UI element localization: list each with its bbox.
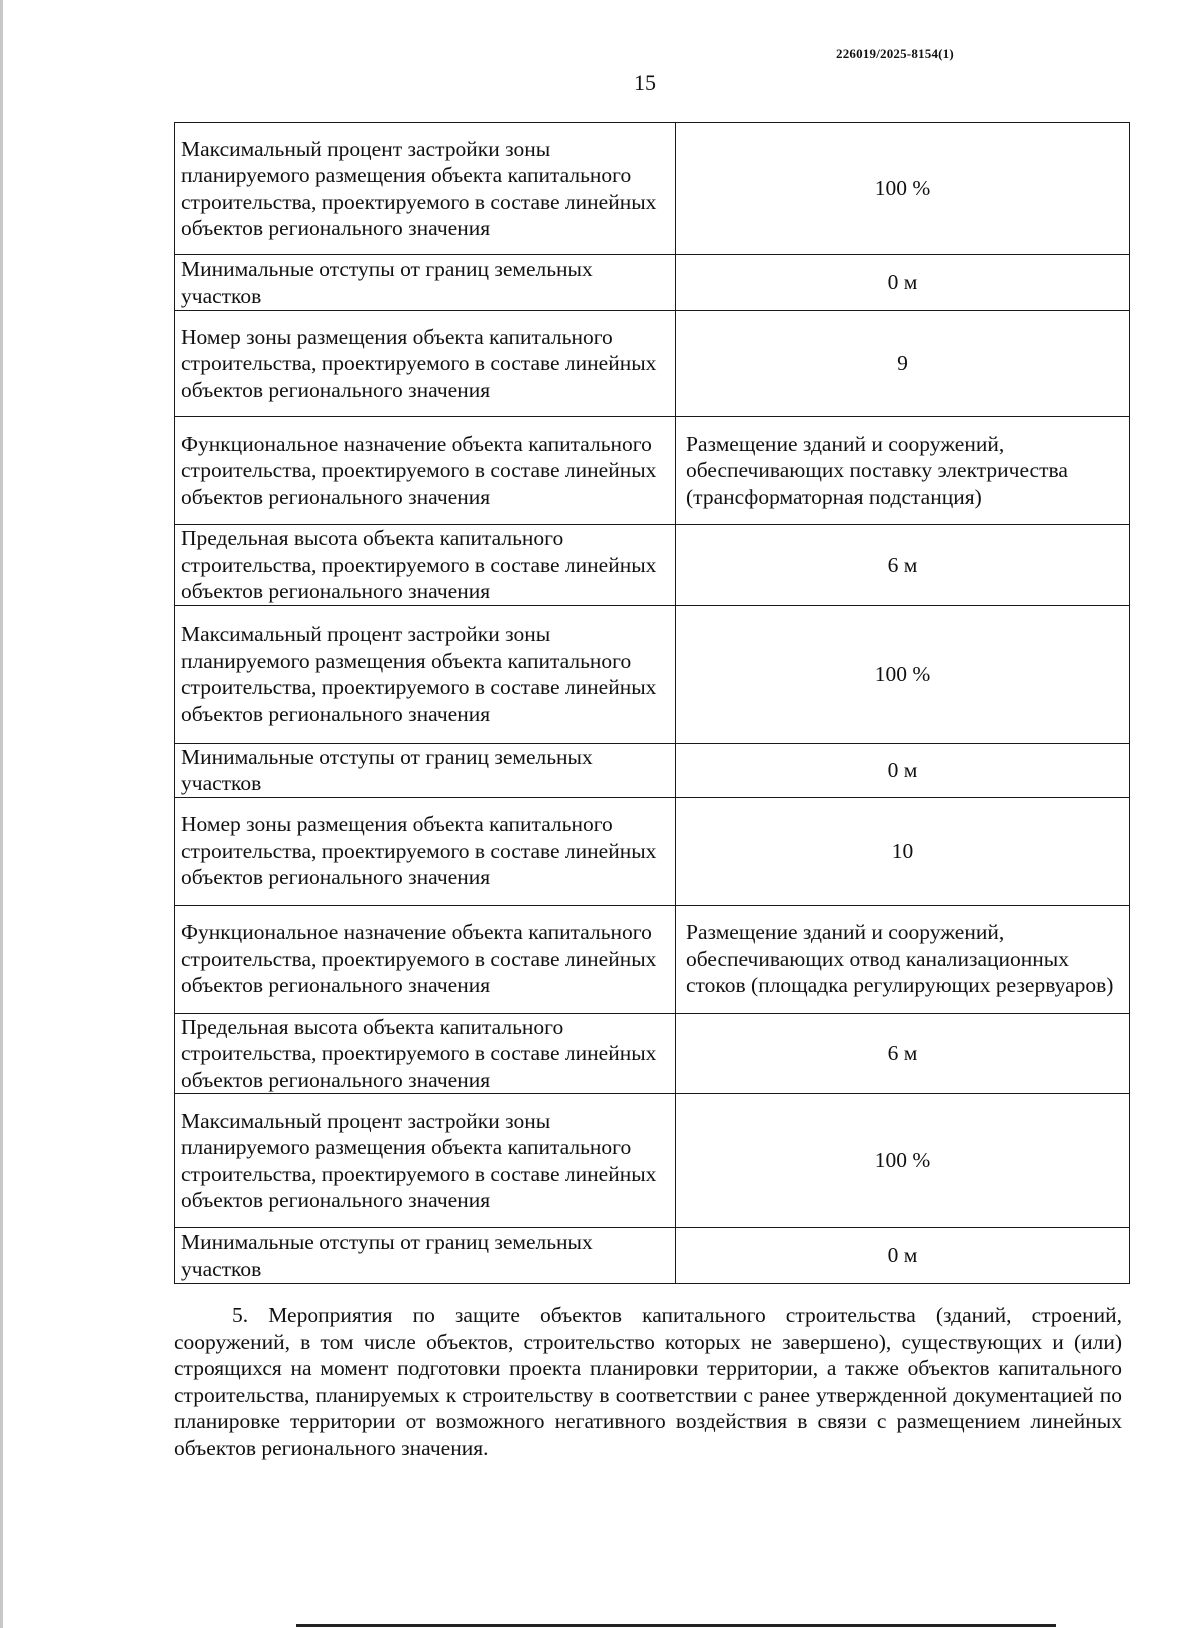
parameter-value: 0 м bbox=[676, 1228, 1130, 1284]
parameter-value: 0 м bbox=[676, 255, 1130, 311]
parameter-value: 100 % bbox=[676, 1094, 1130, 1228]
parameter-label: Минимальные отступы от границ земельных участков bbox=[175, 743, 676, 797]
parameter-value: 6 м bbox=[676, 525, 1130, 606]
parameter-value: 6 м bbox=[676, 1013, 1130, 1094]
page-number: 15 bbox=[634, 70, 656, 95]
parameter-label: Функциональное назначение объекта капитального строительства, проектируемого в составе линейных объектов регионального значения bbox=[175, 905, 676, 1013]
table-row bbox=[175, 743, 1130, 797]
bottom-scan-line bbox=[296, 1624, 1056, 1627]
parameter-label: Функциональное назначение объекта капитального строительства, проектируемого в составе линейных объектов регионального значения bbox=[175, 417, 676, 525]
table-row bbox=[175, 417, 1130, 525]
table-row bbox=[175, 797, 1130, 905]
table-row bbox=[175, 311, 1130, 417]
parameter-value: Размещение зданий и сооружений, обеспечивающих поставку электричества (трансформаторная подстанция) bbox=[676, 417, 1130, 525]
parameter-label: Минимальные отступы от границ земельных участков bbox=[175, 1228, 676, 1284]
scan-edge bbox=[0, 0, 3, 1628]
parameter-value: Размещение зданий и сооружений, обеспечивающих отвод канализационных стоков (площадка регулирующих резервуаров) bbox=[676, 905, 1130, 1013]
document-registration-number: 226019/2025-8154(1) bbox=[836, 46, 954, 61]
table-row bbox=[175, 123, 1130, 255]
parameter-value: 100 % bbox=[676, 123, 1130, 255]
section-5-paragraph: 5. Мероприятия по защите объектов капитального строительства (зданий, строений, сооружений, в том числе объектов, строительство которых не завершено), существующих и (или) строящихся на момент подготовки проекта планировки территории, а также объектов капитального строительства, планируемых к строительству в соответствии с ранее утвержденной документацией по планировке территории от возможного негативного воздействия в связи с размещением линейных объектов регионального значения. bbox=[174, 1303, 1122, 1460]
parameter-label: Предельная высота объекта капитального строительства, проектируемого в составе линейных объектов регионального значения bbox=[175, 525, 676, 606]
table-row bbox=[175, 905, 1130, 1013]
table-row bbox=[175, 1013, 1130, 1094]
table-row bbox=[175, 255, 1130, 311]
parameter-value: 9 bbox=[676, 311, 1130, 417]
parameter-label: Максимальный процент застройки зоны планируемого размещения объекта капитального строительства, проектируемого в составе линейных объектов регионального значения bbox=[175, 123, 676, 255]
table-row bbox=[175, 525, 1130, 606]
parameter-value: 10 bbox=[676, 797, 1130, 905]
parameters-table bbox=[174, 122, 1130, 1284]
parameter-label: Предельная высота объекта капитального строительства, проектируемого в составе линейных объектов регионального значения bbox=[175, 1013, 676, 1094]
parameter-label: Номер зоны размещения объекта капитального строительства, проектируемого в составе линейных объектов регионального значения bbox=[175, 311, 676, 417]
parameter-label: Максимальный процент застройки зоны планируемого размещения объекта капитального строительства, проектируемого в составе линейных объектов регионального значения bbox=[175, 1094, 676, 1228]
parameter-label: Минимальные отступы от границ земельных участков bbox=[175, 255, 676, 311]
parameter-label: Максимальный процент застройки зоны планируемого размещения объекта капитального строительства, проектируемого в составе линейных объектов регионального значения bbox=[175, 605, 676, 743]
table-row bbox=[175, 1228, 1130, 1284]
table-row bbox=[175, 1094, 1130, 1228]
table-row bbox=[175, 605, 1130, 743]
parameter-value: 100 % bbox=[676, 605, 1130, 743]
parameter-label: Номер зоны размещения объекта капитального строительства, проектируемого в составе линейных объектов регионального значения bbox=[175, 797, 676, 905]
parameter-value: 0 м bbox=[676, 743, 1130, 797]
